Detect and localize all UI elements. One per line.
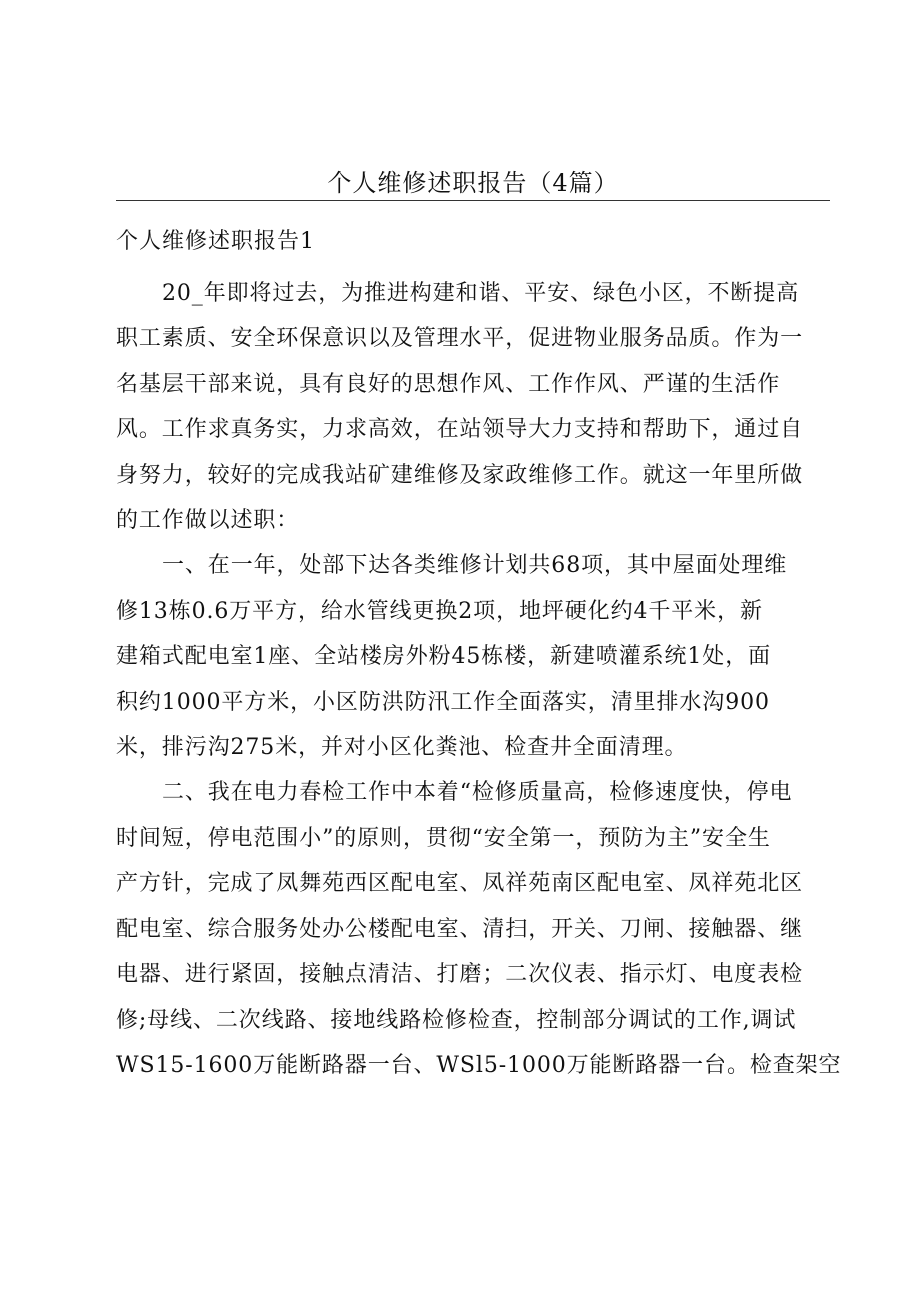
paragraph-line: 时间短，停电范围小”的原则，贯彻“安全第一，预防为主”安全生	[116, 825, 771, 851]
paragraph-intro	[116, 271, 830, 543]
paragraph-line: 20_年即将过去，为推进构建和谐、平安、绿色小区，不断提高	[162, 281, 800, 306]
paragraph-line: 身努力，较好的完成我站矿建维修及家政维修工作。就这一年里所做	[116, 462, 804, 488]
paragraph-line: 风。工作求真务实，力求高效，在站领导大力支持和帮助下，通过自	[116, 417, 804, 443]
paragraph-line: 积约1000平方米，小区防洪防汛工作全面落实，清里排水沟900	[116, 689, 770, 715]
section-heading: 个人维修述职报告1	[116, 229, 315, 254]
paragraph-line: 职工素质、安全环保意识以及管理水平，促进物业服务品质。作为一	[116, 326, 804, 352]
paragraph-line: 修13栋0.6万平方，给水管线更换2项，地坪硬化约4千平米，新	[116, 598, 763, 624]
paragraph-line: 修;母线、二次线路、接地线路检修检查，控制部分调试的工作,调试	[116, 1007, 797, 1033]
paragraph-line: 产方针，完成了凤舞苑西区配电室、凤祥苑南区配电室、凤祥苑北区	[116, 871, 804, 897]
paragraph-line: 名基层干部来说，具有良好的思想作风、工作作风、严谨的生活作	[116, 371, 781, 397]
document-title: 个人维修述职报告（4篇）	[327, 169, 619, 197]
paragraph-line: 二、我在电力春检工作中本着“检修质量高，检修速度快，停电	[162, 780, 793, 806]
paragraph-item-2	[116, 770, 842, 1088]
title-underline-rule	[116, 200, 830, 201]
paragraph-item-1	[116, 543, 830, 770]
paragraph-line: 一、在一年，处部下达各类维修计划共68项，其中屋面处理维	[162, 553, 788, 579]
paragraph-line: 配电室、综合服务处办公楼配电室、清扫，开关、刀闸、接触器、继	[116, 916, 804, 942]
document-body	[116, 271, 842, 1088]
paragraph-line: 米，排污沟275米，并对小区化粪池、检查井全面清理。	[116, 735, 688, 761]
paragraph-line: 电器、进行紧固，接触点清洁、打磨；二次仪表、指示灯、电度表检	[116, 962, 804, 988]
paragraph-line: WS15-1600万能断路器一台、WSl5-1000万能断路器一台。检查架空	[116, 1052, 842, 1078]
paragraph-line: 建箱式配电室1座、全站楼房外粉45栋楼，新建喷灌系统1处，面	[116, 644, 771, 670]
paragraph-line: 的工作做以述职：	[116, 508, 300, 534]
